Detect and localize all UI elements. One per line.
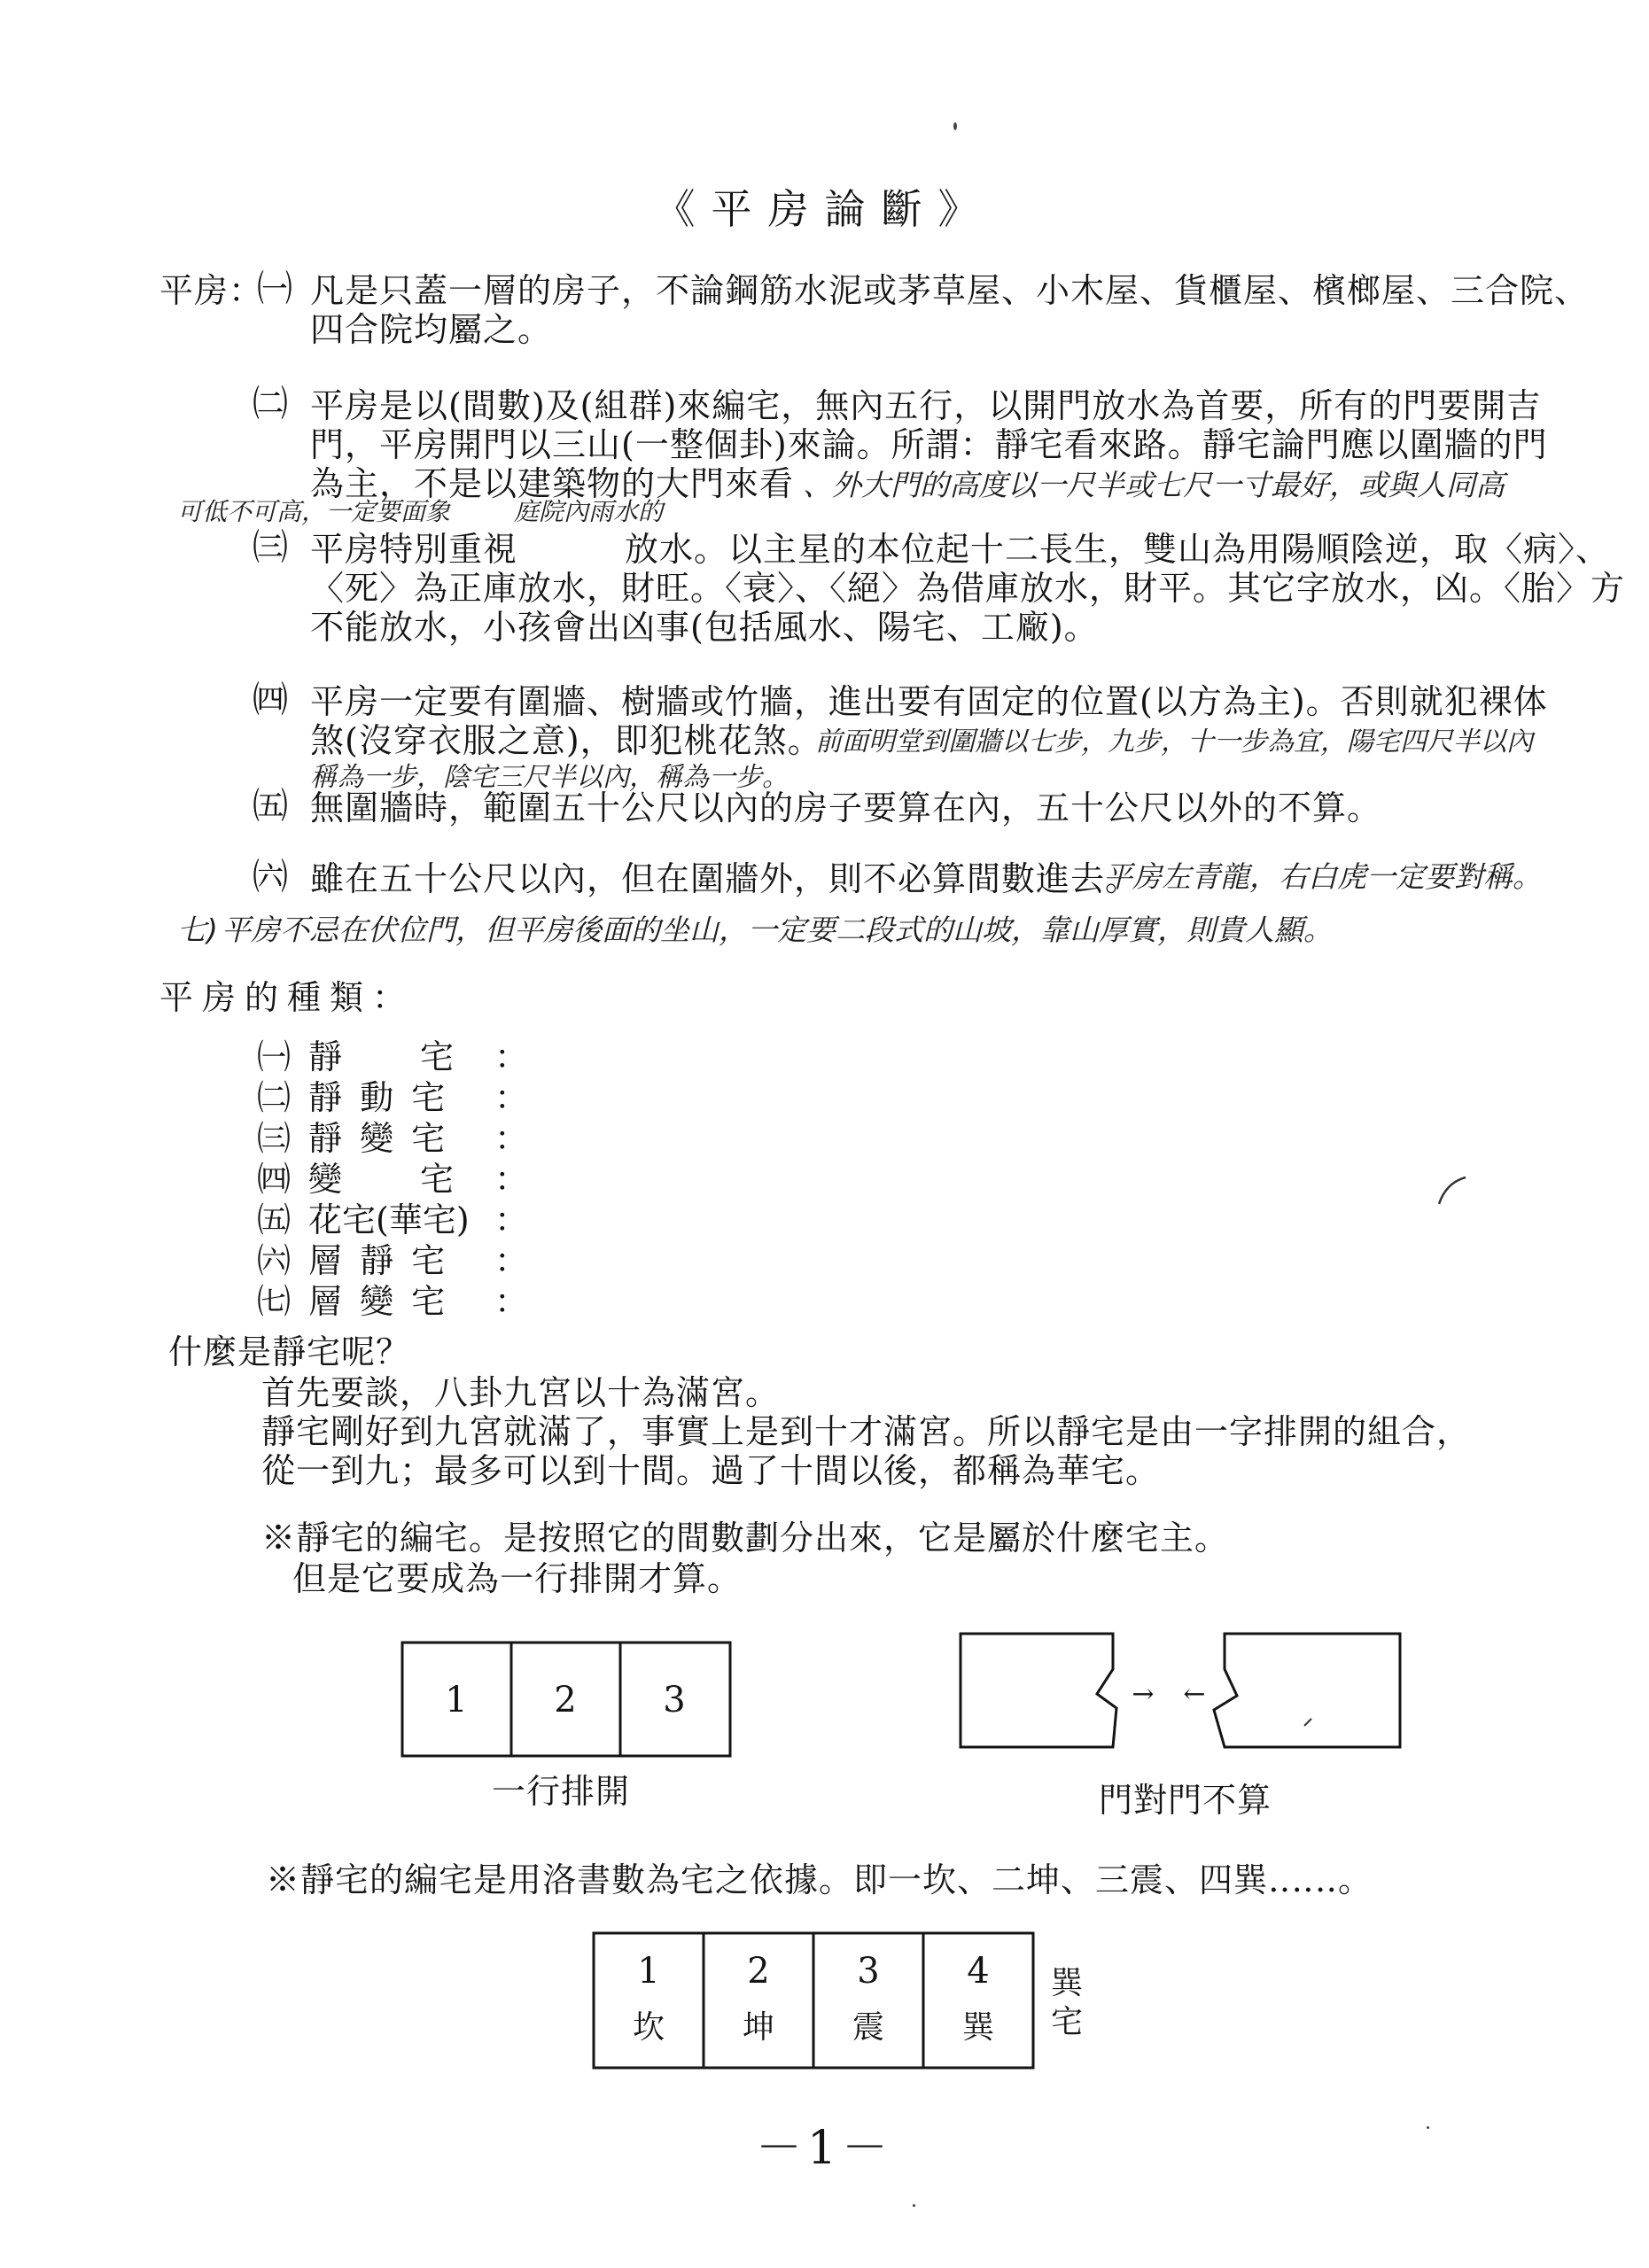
handwritten-note: 前面明堂到圍牆以七步，九步，十一步為宜，陽宅四尺半以內 [815, 726, 1533, 757]
item-marker: ㈢ [253, 527, 289, 568]
item-marker: ㈣ [253, 680, 289, 720]
room-number: 4 [967, 1951, 990, 1992]
row-layout-diagram [390, 1630, 744, 1772]
item-marker: ㈡ [253, 384, 289, 424]
item-text-line: 平房是以(間數)及(組群)來編宅，無內五行，以開門放水為首要，所有的門要開吉 [310, 386, 1542, 425]
pen-stroke [1435, 1174, 1471, 1209]
section-prefix: 平房： [159, 271, 264, 310]
handwritten-note: 庭院內雨水的 [514, 497, 664, 526]
paragraph-line: 首先要談，八卦九宮以十為滿宮。 [261, 1373, 781, 1412]
handwritten-note: 、外大門的高度以一尺半或七尺一寸最好，或與人同高 [803, 468, 1505, 502]
item-text-line: 不能放水，小孩會出凶事(包括風水、陽宅、工廠)。 [310, 608, 1099, 647]
note-line: ※靜宅的編宅。是按照它的間數劃分出來，它是屬於什麼宅主。 [261, 1518, 1230, 1557]
luoshu-house-diagram [585, 1922, 1116, 2082]
scan-speck [953, 122, 957, 130]
trigram-name: 坤 [742, 2009, 775, 2046]
list-item: ㈥ 層 靜 宅 ： [257, 1241, 529, 1280]
trigram-name: 震 [852, 2009, 885, 2046]
room-number: 3 [663, 1680, 686, 1720]
room-number: 1 [445, 1680, 468, 1720]
item-text-line: 無圍牆時，範圍五十公尺以內的房子要算在內，五十公尺以外的不算。 [310, 788, 1382, 827]
list-item: ㈠ 靜 宅 ： [257, 1037, 529, 1076]
item-text-line: 煞(沒穿衣服之意)，即犯桃花煞。 [310, 721, 822, 760]
handwritten-note: 稱為一步，陰宅三尺半以內，稱為一步。 [310, 762, 789, 793]
diagram-caption: 一行排開 [492, 1772, 631, 1811]
list-item: ㈣ 變 宅 ： [257, 1160, 529, 1199]
item-text-line: 放水。以主星的本位起十二長生，雙山為用陽順陰逆，取〈病〉、 [625, 530, 1611, 569]
item-text-line: 凡是只蓋一層的房子，不論鋼筋水泥或茅草屋、小木屋、貨櫃屋、檳榔屋、三合院、 [310, 271, 1590, 310]
room-number: 3 [857, 1951, 880, 1992]
door-facing-diagram [948, 1621, 1409, 1763]
list-item: ㈤ 花宅(華宅) ： [257, 1200, 529, 1239]
list-item: ㈢ 靜 變 宅 ： [257, 1119, 529, 1158]
paragraph-line: 從一到九；最多可以到十間。過了十間以後，都稱為華宅。 [261, 1451, 1161, 1490]
item-text-line: 〈死〉為正庫放水，財旺。〈衰〉、〈絕〉為借庫放水，財平。其它字放水，凶。〈胎〉方 [310, 569, 1626, 608]
page-number: －1－ [755, 2122, 894, 2175]
scan-speck [913, 2204, 915, 2207]
types-heading: 平房的種類： [159, 978, 416, 1017]
types-list [257, 1037, 529, 1322]
house-label: 宅 [1050, 2004, 1084, 2040]
room-number: 1 [637, 1951, 660, 1992]
diagram-caption: 門對門不算 [1099, 1781, 1272, 1820]
item-text-line: 門，平房開門以三山(一整個卦)來論。所謂：靜宅看來路。靜宅論門應以圍牆的門 [310, 425, 1548, 464]
item-text-line: 雖在五十公尺以內，但在圍牆外，則不必算間數進去。 [310, 859, 1140, 898]
handwritten-note: 平房左青龍，右白虎一定要對稱。 [1103, 859, 1542, 894]
note-line: ※靜宅的編宅是用洛書數為宅之依據。即一坎、二坤、三震、四巽‥‥‥。 [266, 1860, 1373, 1899]
arrow-left-icon: ← [1183, 1679, 1206, 1710]
room-number: 2 [554, 1680, 577, 1720]
paragraph-line: 靜宅剛好到九宮就滿了，事實上是到十才滿宮。所以靜宅是由一字排開的組合， [261, 1412, 1472, 1451]
room-number: 2 [747, 1951, 770, 1992]
list-item: ㈦ 層 變 宅 ： [257, 1282, 529, 1321]
arrow-right-icon: → [1132, 1679, 1155, 1710]
handwritten-note: 平房不忌在伏位門，但平房後面的坐山，一定要二段式的山坡，靠山厚實，則貴人顯。 [222, 913, 1333, 947]
trigram-name: 坎 [632, 2009, 665, 2046]
item-marker: ㈠ [257, 268, 293, 309]
house-label: 巽 [1050, 1965, 1084, 2001]
section-heading: 什麼是靜宅呢？ [168, 1332, 411, 1371]
item-text-line: 平房一定要有圍牆、樹牆或竹牆，進出要有固定的位置(以方為主)。否則就犯裸体 [310, 682, 1548, 721]
item-text-line: 四合院均屬之。 [310, 310, 553, 349]
page-title: 《平房論斷》 [654, 185, 995, 233]
item-text-line: 平房特別重視 [310, 530, 518, 569]
note-line: 但是它要成為一行排開才算。 [292, 1559, 743, 1598]
list-item: ㈡ 靜 動 宅 ： [257, 1078, 529, 1117]
handwritten-note: 可低不可高，一定要面象 [177, 497, 451, 526]
trigram-name: 巽 [961, 2009, 995, 2046]
item-marker: ㈤ [253, 786, 289, 827]
item-text-line: 為主，不是以建築物的大門來看 [310, 464, 795, 503]
item-marker: ㈥ [253, 857, 289, 897]
item-marker: 七) [177, 913, 218, 947]
